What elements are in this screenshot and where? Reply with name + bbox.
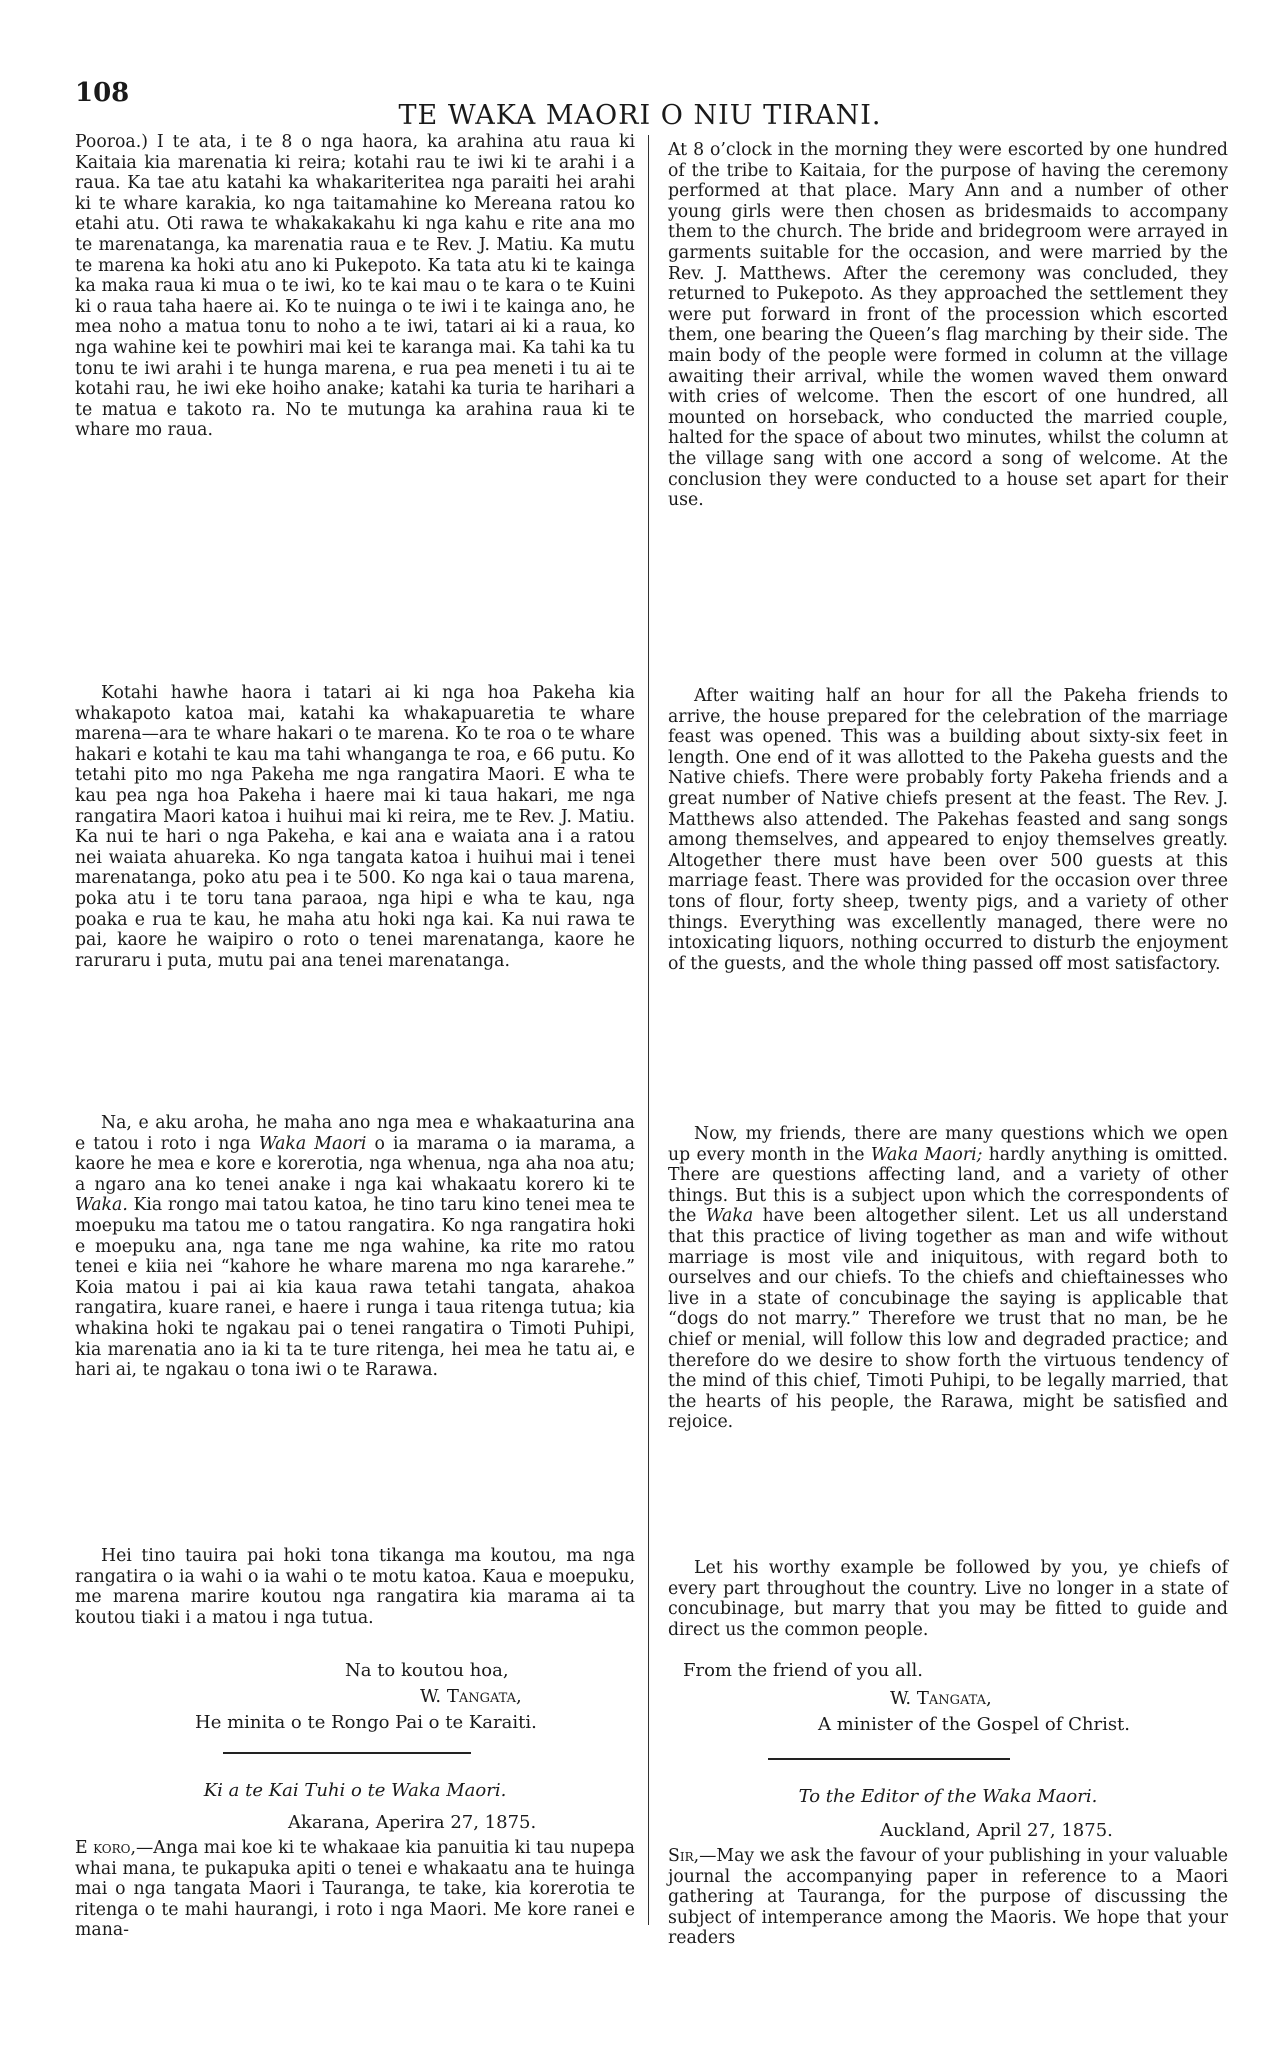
salutation: E koro, xyxy=(75,1838,136,1858)
english-paragraph-2: After waiting half an hour for all the Pakeha friends to arrive, the house prepared for the celebration of the marriage feast was opened. This was a building about sixty-six feet in length. One end of it was allotted to the Pakeha guests and the Native chiefs. There were probably forty Pakeha friends and a great number of Native chiefs present at the feast. The Rev. J. Matthews also attended. The Pakehas feasted and sang songs among themselves, and appeared to enjoy themselves greatly. Altogether there must have been over 500 guests at this marriage feast. There was provided for the occasion over three tons of flour, forty sheep, twenty pigs, and a variety of other things. Everything was excellently managed, there were no intoxicating liquors, nothing occurred to disturb the enjoyment of the guests, and the whole thing passed off most satisfactory. xyxy=(668,686,1228,974)
english-paragraph-3 xyxy=(668,1124,1228,1433)
text: hardly anything is omitted. There are questions affecting land, and a variety of other things. But this is a subject upon which the correspondents of the xyxy=(668,1144,1229,1227)
text: Na, e aku aroha, he maha ano nga mea e whakaaturina ana e tatou i roto i nga xyxy=(75,1113,635,1154)
english-letter-heading: To the Editor of the Waka Maori. xyxy=(798,1786,1098,1807)
english-letter-dateline: Auckland, April 27, 1875. xyxy=(880,1820,1113,1841)
italic-title: Waka Maori; xyxy=(870,1144,983,1165)
italic-title: Waka. xyxy=(75,1195,128,1216)
salutation: Sir, xyxy=(668,1846,700,1866)
maori-closing: Na to koutou hoa, xyxy=(345,1660,509,1681)
text: have been altogether silent. Let us all understand that this practice of living together as man and wife without marriage is most vile and iniquitous, with regard both to ourselves and our chiefs. To the chiefs and chieftainesses who live in a state of concubinage the saying is applicable that “dogs do not marry.” Therefore we trust that no man, be he chief or menial, will follow this low and degraded practice; and therefore do we desire to show forth the virtuous tendency of the mind of this chief, Timoti Puhipi, to be legally married, that the hearts of his people, the Rarawa, might be satisfied and rejoice. xyxy=(668,1206,1228,1433)
page-title: TE WAKA MAORI O NIU TIRANI. xyxy=(398,100,882,131)
text: —May we ask the favour of your publishing in your valuable journal the accompanying paper in reference to a Maori gathering at Tauranga, for the purpose of discussing the subject of intemperance among the Maoris. We hope that your readers xyxy=(668,1846,1228,1949)
maori-signature-title: He minita o te Rongo Pai o te Karaiti. xyxy=(195,1712,537,1733)
maori-signature xyxy=(420,1686,522,1707)
text: —Anga mai koe ki te whakaae kia panuitia ki tau nupepa whai mana, te pukapuka apiti o tenei e whakaatu ana te huinga mai o nga tangata Maori i Tauranga, te take, kia korerotia te ritenga o te mahi haurangi, i roto i nga Maori. Me kore ranei e mana- xyxy=(75,1838,635,1941)
text: Now, my friends, there are many questions which we open up every month in the xyxy=(668,1124,1228,1165)
page-number: 108 xyxy=(75,78,130,108)
signature-name: Tangata, xyxy=(446,1686,522,1707)
english-paragraph-4: Let his worthy example be followed by you, ye chiefs of every part throughout the country. Live no longer in a state of concubinage, but marry that you may be fitted to guide and direct us the common people. xyxy=(668,1558,1228,1640)
signature-initial: W. xyxy=(890,1688,912,1709)
section-rule xyxy=(223,1752,471,1754)
english-signature-title: A minister of the Gospel of Christ. xyxy=(818,1714,1131,1735)
maori-paragraph-1: Pooroa.) I te ata, i te 8 o nga haora, ka arahina atu raua ki Kaitaia kia marenatia ki reira; kotahi rau te iwi ki te arahi i a raua. Ka tae atu katahi ka whakariteritea nga paraiti hei arahi ki te whare karakia, ko nga taitamahine ko Mereana ratou ko etahi atu. Oti rawa te whakakakahu ki nga kahu e rite ana mo te marenatanga, ka marenatia raua e te Rev. J. Matiu. Ka mutu te marena ka hoki atu ano ki Pukepoto. Ka tata atu ki te kainga ka maka raua ki mua o te iwi, ko te kai mau o te kara o te Kuini ki o raua taha haere ai. Ko te nuinga o te iwi i te kainga ano, he mea noho a matua tonu to noho a te iwi, tatari ai ki a raua, ko nga wahine kei te powhiri mai kei te karanga mai. Ka tahi ka tu tonu te iwi arahi i te hunga marena, e rua pea meneti i tu ai te kotahi rau, he iwi eke hoiho anake; katahi ka turia te harihari a te matua e takoto ra. No te mutunga ka arahina raua ki te whare mo raua. xyxy=(75,132,635,441)
english-letter-body xyxy=(668,1846,1228,1949)
italic-title: Waka Maori xyxy=(258,1133,367,1154)
signature-name: Tangata, xyxy=(916,1688,992,1709)
english-signature xyxy=(890,1688,992,1709)
maori-paragraph-2: Kotahi hawhe haora i tatari ai ki nga hoa Pakeha kia whakapoto katoa mai, katahi ka whakapuaretia te whare marena—ara te whare hakari o te marena. Ko te roa o te whare hakari e kotahi te kau ma tahi whanganga te roa, e 66 putu. Ko tetahi pito mo nga Pakeha me nga rangatira Maori. E wha te kau pea nga hoa Pakeha i haere mai ki taua hakari, me nga rangatira Maori katoa i huihui mai ki reira, me te Rev. J. Matiu. Ka nui te hari o nga Pakeha, e kai ana e waiata ana i a ratou nei waiata ahuareka. Ko nga tangata katoa i huihui mai i tenei marenatanga, poko atu pea i te 500. Ko nga kai o taua marena, poka atu i te toru tana paraoa, nga hipi e wha te kau, nga poaka e rua te kau, he maha atu hoki nga kai. Ka nui rawa te pai, kaore he waipiro o roto o tenei marenatanga, kaore he raruraru i puta, mutu pai ana tenei marenatanga. xyxy=(75,683,635,971)
text: Kia rongo mai tatou katoa, he tino taru kino tenei mea te moepuku ma tatou me o tatou rangatira. Ko nga rangatira hoki e moepuku ana, nga tane me nga wahine, ka rite mo ratou tenei e kiia nei “kahore he whare marena mo nga kararehe.” Koia matou i pai ai kia kaua rawa tetahi tangata, ahakoa rangatira, kuare ranei, e haere i runga i taua ritenga tutua; kia whakina hoki te ngakau pai o tenei rangatira o Timoti Puhipi, kia marenatia ano ia ki ta te ture ritenga, hei mea he tatu ai, e hari ai, te ngakau o tona iwi o te Rarawa. xyxy=(75,1195,635,1381)
maori-letter-dateline: Akarana, Aperira 27, 1875. xyxy=(288,1812,537,1833)
english-closing: From the friend of you all. xyxy=(683,1660,923,1681)
italic-title: Waka xyxy=(705,1206,754,1227)
maori-paragraph-3 xyxy=(75,1113,635,1381)
signature-initial: W. xyxy=(420,1686,442,1707)
maori-letter-heading: Ki a te Kai Tuhi o te Waka Maori. xyxy=(203,1780,507,1801)
section-rule xyxy=(768,1758,1010,1760)
english-paragraph-1: At 8 o’clock in the morning they were escorted by one hundred of the tribe to Kaitaia, for the purpose of having the ceremony performed at that place. Mary Ann and a number of other young girls were then chosen as bridesmaids to accompany them to the church. The bride and bridegroom were arrayed in garments suitable for the occasion, and were married by the Rev. J. Matthews. After the ceremony was concluded, they returned to Pukepoto. As they approached the settlement they were put forward in front of the procession which escorted them, one bearing the Queen’s flag marching by their side. The main body of the people were formed in column at the village awaiting their arrival, while the women waved them onward with cries of welcome. Then the escort of one hundred, all mounted on horseback, who conducted the married couple, halted for the space of about two minutes, whilst the column at the village sang with one accord a song of welcome. At the conclusion they were conducted to a house set apart for their use. xyxy=(668,140,1228,511)
column-divider xyxy=(648,135,649,1925)
text: o ia marama o ia marama, a kaore he mea e kore e korerotia, nga whenua, nga aha noa atu; a ngaro ana ko tenei anake i nga kai whakaatu korero ki te xyxy=(75,1133,635,1195)
maori-paragraph-4: Hei tino tauira pai hoki tona tikanga ma koutou, ma nga rangatira o ia wahi o ia wahi o te motu katoa. Kaua e moepuku, me marena marire koutou nga rangatira kia marama ai ta koutou tiaki i a matou i nga tutua. xyxy=(75,1546,635,1628)
maori-letter-body xyxy=(75,1838,635,1941)
